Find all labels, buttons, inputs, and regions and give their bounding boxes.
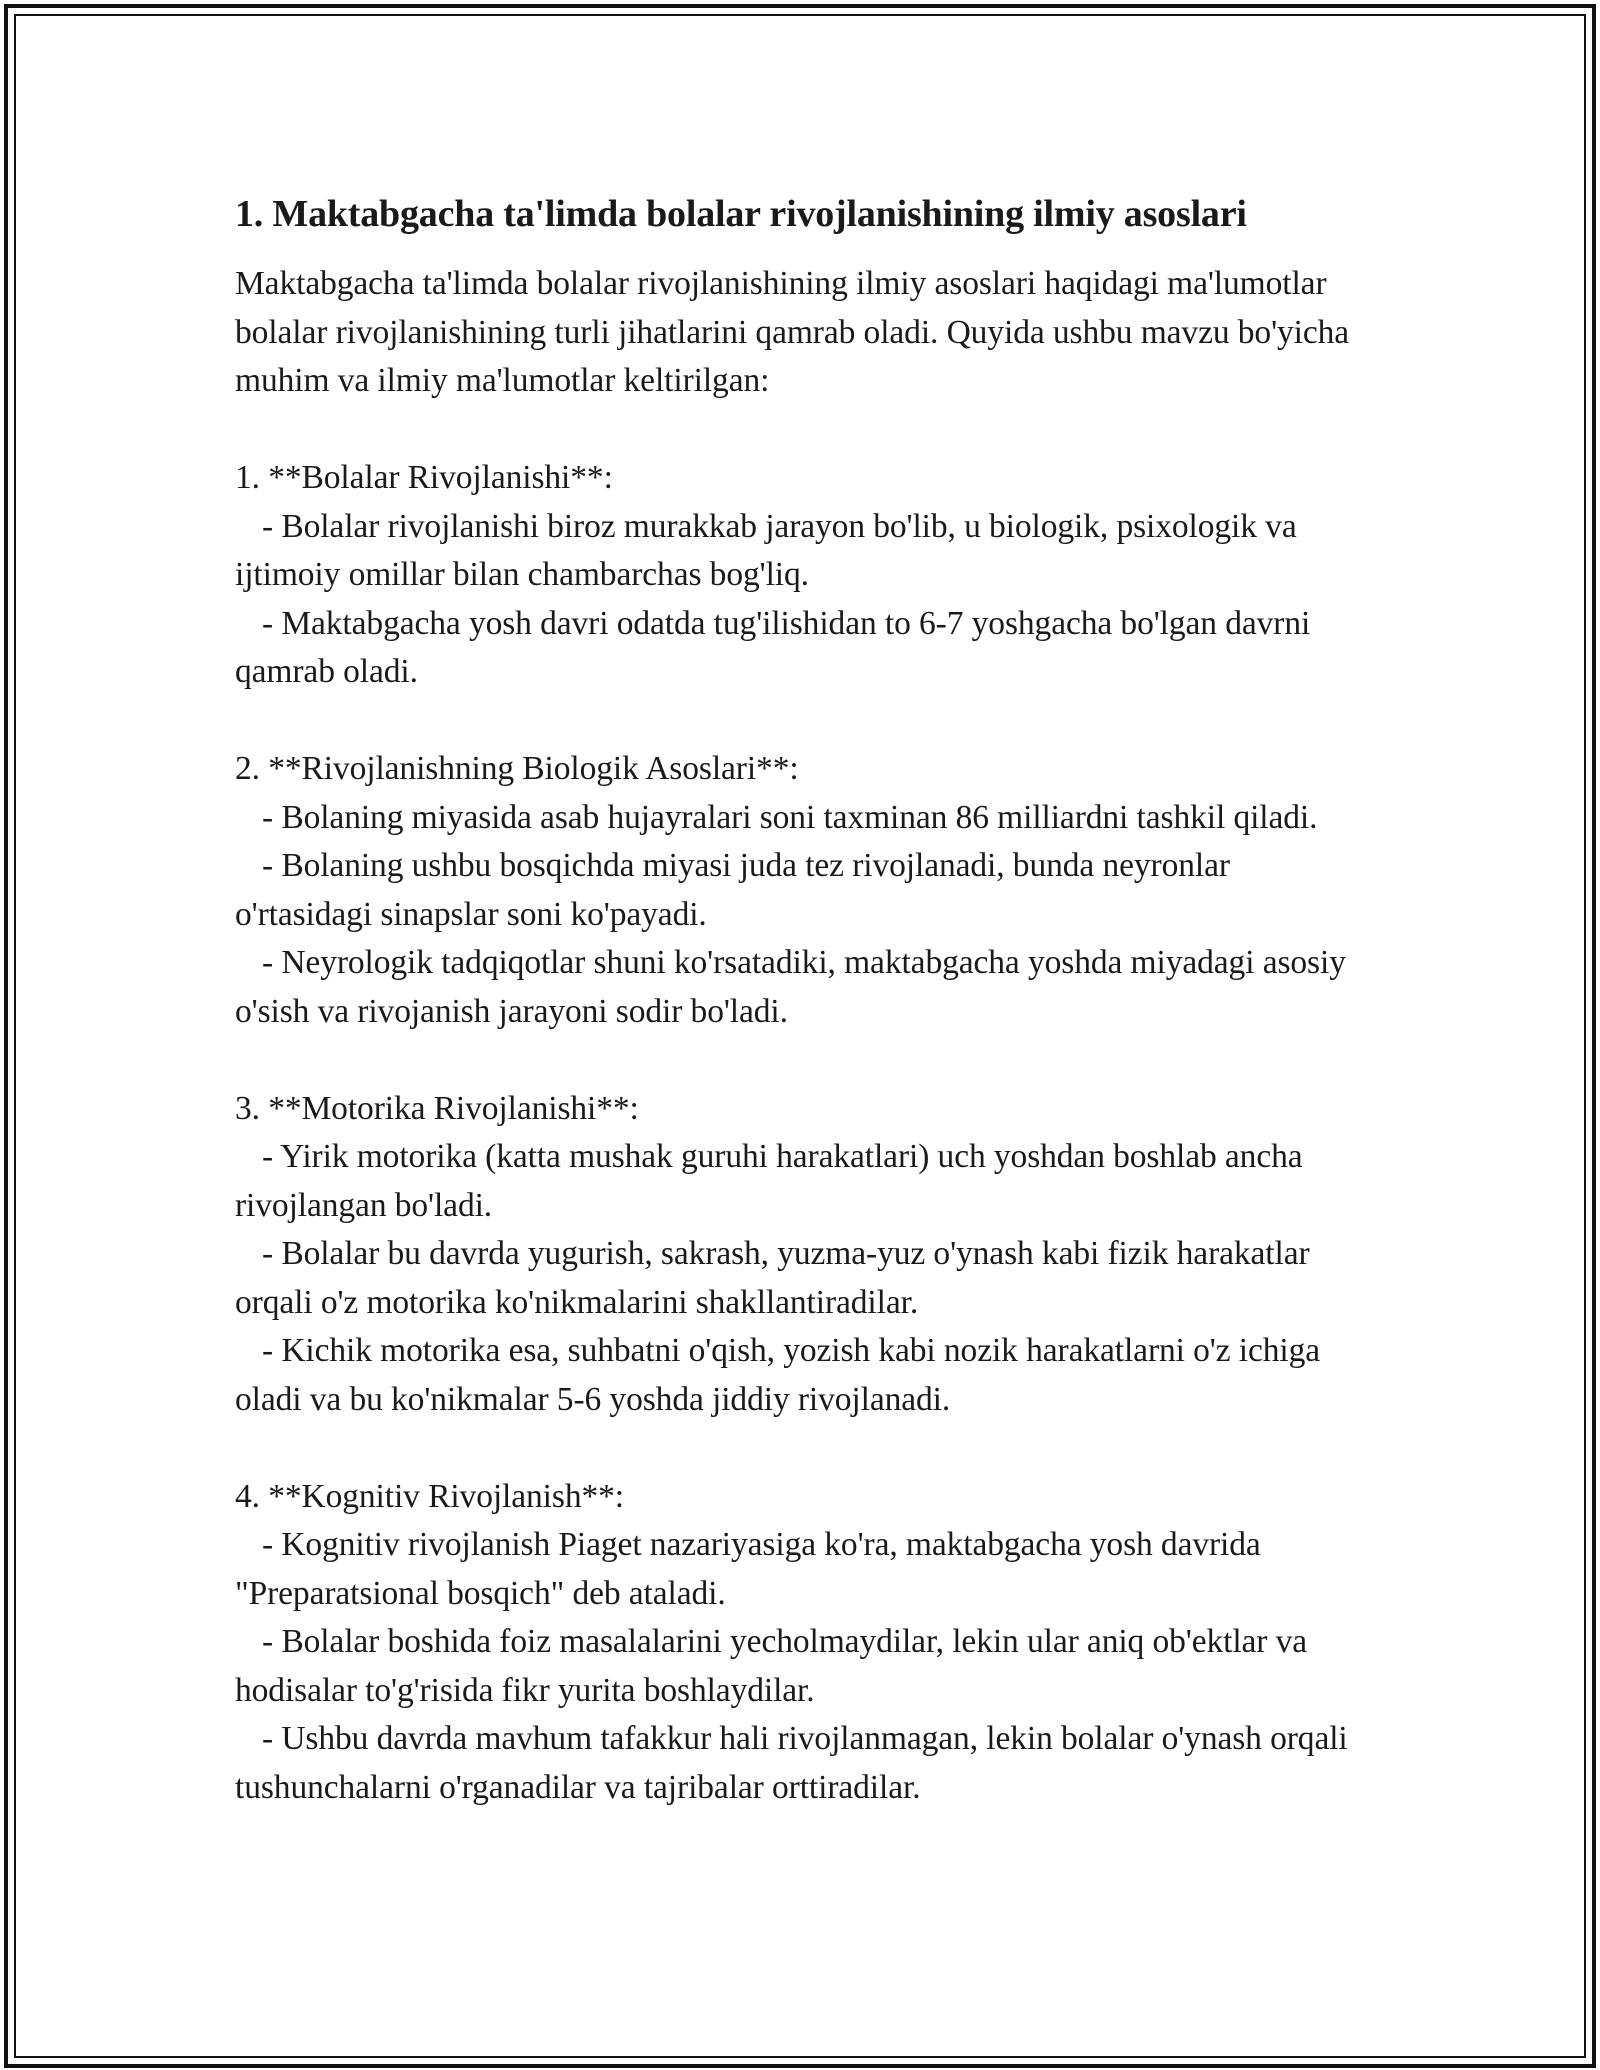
section-biologik-asoslari bbox=[235, 745, 1375, 1036]
bullet-item: - Bolalar boshida foiz masalalarini yecholmaydilar, lekin ular aniq ob'ektlar va hodisalar to'g'risida fikr yurita boshlaydilar. bbox=[235, 1623, 1308, 1709]
section-kognitiv-rivojlanish bbox=[235, 1473, 1375, 1813]
section-title: 3. **Motorika Rivojlanishi**: bbox=[235, 1089, 639, 1127]
section-gap bbox=[235, 1424, 1375, 1473]
bullet-item: - Kognitiv rivojlanish Piaget nazariyasiga ko'ra, maktabgacha yosh davrida "Preparatsional bosqich" deb ataladi. bbox=[235, 1526, 1261, 1612]
section-gap bbox=[235, 406, 1375, 455]
section-motorika-rivojlanishi bbox=[235, 1085, 1375, 1425]
bullet-item: - Bolaning miyasida asab hujayralari soni taxminan 86 milliardni tashkil qiladi. bbox=[262, 798, 1318, 836]
bullet-item: - Maktabgacha yosh davri odatda tug'ilishidan to 6-7 yoshgacha bo'lgan davrni qamrab oladi. bbox=[235, 604, 1311, 690]
section-gap bbox=[235, 1036, 1375, 1085]
section-title: 1. **Bolalar Rivojlanishi**: bbox=[235, 459, 613, 496]
section-title: 4. **Kognitiv Rivojlanish**: bbox=[235, 1477, 624, 1515]
bullet-item: - Ushbu davrda mavhum tafakkur hali rivojlanmagan, lekin bolalar o'ynash orqali tushunchalarni o'rganadilar va tajribalar orttiradilar. bbox=[235, 1720, 1348, 1806]
bullet-item: - Bolalar bu davrda yugurish, sakrash, yuzma-yuz o'ynash kabi fizik harakatlar orqali o'z motorika ko'nikmalarini shakllantiradilar. bbox=[235, 1235, 1310, 1321]
section-bolalar-rivojlanishi bbox=[235, 454, 1375, 697]
document-body bbox=[235, 190, 1375, 1812]
intro-paragraph: Maktabgacha ta'limda bolalar rivojlanishining ilmiy asoslari haqidagi ma'lumotlar bolalar rivojlanishining turli jihatlarini qamrab oladi. Quyida ushbu mavzu bo'yicha muhim va ilmiy ma'lumotlar keltirilgan: bbox=[235, 265, 1350, 399]
bullet-item: - Neyrologik tadqiqotlar shuni ko'rsatadiki, maktabgacha yoshda miyadagi asosiy o'sish va rivojanish jarayoni sodir bo'ladi. bbox=[235, 944, 1346, 1030]
bullet-item: - Kichik motorika esa, suhbatni o'qish, yozish kabi nozik harakatlarni o'z ichiga oladi va bu ko'nikmalar 5-6 yoshda jiddiy rivojlanadi. bbox=[235, 1332, 1321, 1418]
section-title: 2. **Rivojlanishning Biologik Asoslari**: bbox=[235, 750, 799, 787]
bullet-item: - Bolalar rivojlanishi biroz murakkab jarayon bo'lib, u biologik, psixologik va ijtimoiy omillar bilan chambarchas bog'liq. bbox=[235, 507, 1297, 593]
bullet-item: - Bolaning ushbu bosqichda miyasi juda tez rivojlanadi, bunda neyronlar o'rtasidagi sinapslar soni ko'payadi. bbox=[235, 847, 1230, 933]
section-gap bbox=[235, 697, 1375, 746]
document-heading: 1. Maktabgacha ta'limda bolalar rivojlanishining ilmiy asoslari bbox=[235, 193, 1247, 235]
bullet-item: - Yirik motorika (katta mushak guruhi harakatlari) uch yoshdan boshlab ancha rivojlangan bo'ladi. bbox=[235, 1138, 1303, 1224]
